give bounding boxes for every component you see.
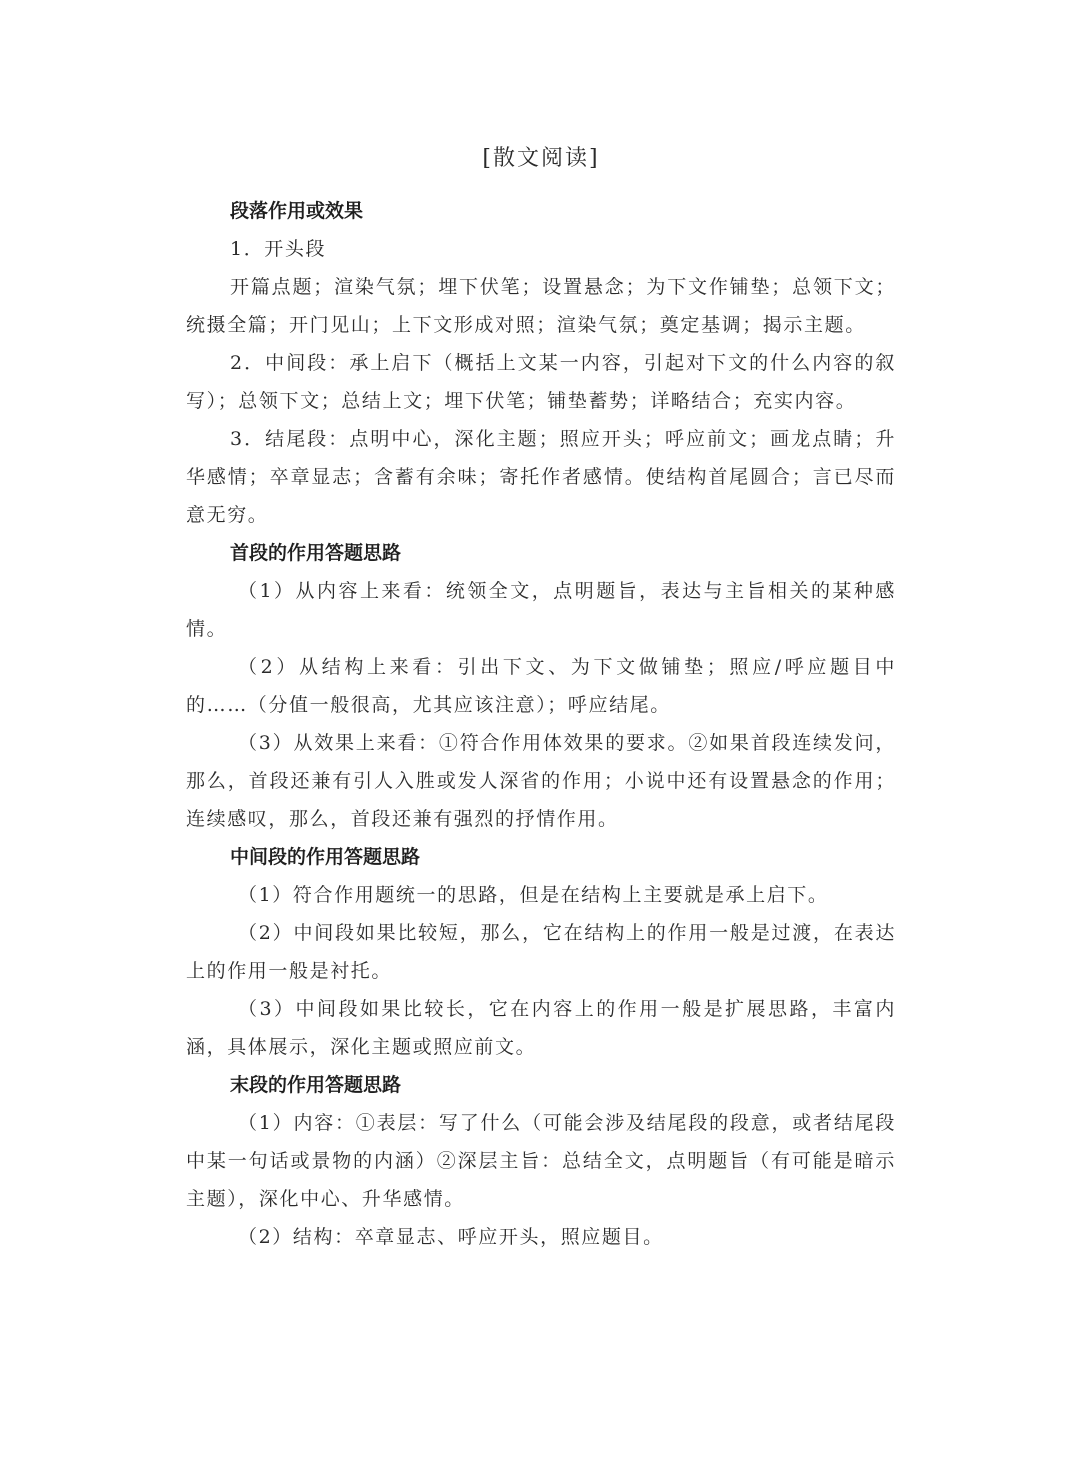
section-heading-first-paragraph: 首段的作用答题思路	[230, 542, 402, 564]
section-heading-paragraph-function: 段落作用或效果	[230, 200, 364, 222]
first-paragraph-point-3: （3）从效果上来看：①符合作用体效果的要求。②如果首段连续发问，那么，首段还兼有引人入胜或发人深省的作用；小说中还有设置悬念的作用；连续感叹，那么，首段还兼有强烈的抒情作用。	[186, 732, 896, 830]
middle-paragraph-point-2: （2）中间段如果比较短，那么，它在结构上的作用一般是过渡，在表达上的作用一般是衬托。	[186, 922, 896, 982]
ending-paragraph-functions: 3．结尾段：点明中心，深化主题；照应开头；呼应前文；画龙点睛；升华感情；卒章显志；含蓄有余味；寄托作者感情。使结构首尾圆合；言已尽而意无穷。	[186, 428, 896, 526]
page-title: [散文阅读]	[482, 146, 600, 171]
middle-paragraph-point-3: （3）中间段如果比较长，它在内容上的作用一般是扩展思路，丰富内涵，具体展示，深化主题或照应前文。	[186, 998, 896, 1058]
section-heading-last-paragraph: 末段的作用答题思路	[230, 1074, 402, 1096]
document-page	[186, 140, 896, 1256]
first-paragraph-point-2: （2）从结构上来看：引出下文、为下文做铺垫；照应/呼应题目中的……（分值一般很高，尤其应该注意）；呼应结尾。	[186, 656, 896, 716]
middle-paragraph-functions: 2．中间段：承上启下（概括上文某一内容，引起对下文的什么内容的叙写）；总领下文；总结上文；埋下伏笔；铺垫蓄势；详略结合；充实内容。	[186, 352, 896, 412]
last-paragraph-point-1: （1）内容：①表层：写了什么（可能会涉及结尾段的段意，或者结尾段中某一句话或景物的内涵）②深层主旨：总结全文，点明题旨（有可能是暗示主题），深化中心、升华感情。	[186, 1112, 896, 1210]
section-heading-middle-paragraph: 中间段的作用答题思路	[230, 846, 421, 868]
opening-paragraph-label: 1．开头段	[230, 238, 327, 260]
first-paragraph-point-1: （1）从内容上来看：统领全文，点明题旨，表达与主旨相关的某种感情。	[186, 580, 896, 640]
opening-paragraph-functions: 开篇点题；渲染气氛；埋下伏笔；设置悬念；为下文作铺垫；总领下文；统摄全篇；开门见山；上下文形成对照；渲染气氛；奠定基调；揭示主题。	[186, 276, 896, 336]
last-paragraph-point-2: （2）结构：卒章显志、呼应开头，照应题目。	[238, 1226, 664, 1248]
middle-paragraph-point-1: （1）符合作用题统一的思路，但是在结构上主要就是承上启下。	[238, 884, 829, 906]
